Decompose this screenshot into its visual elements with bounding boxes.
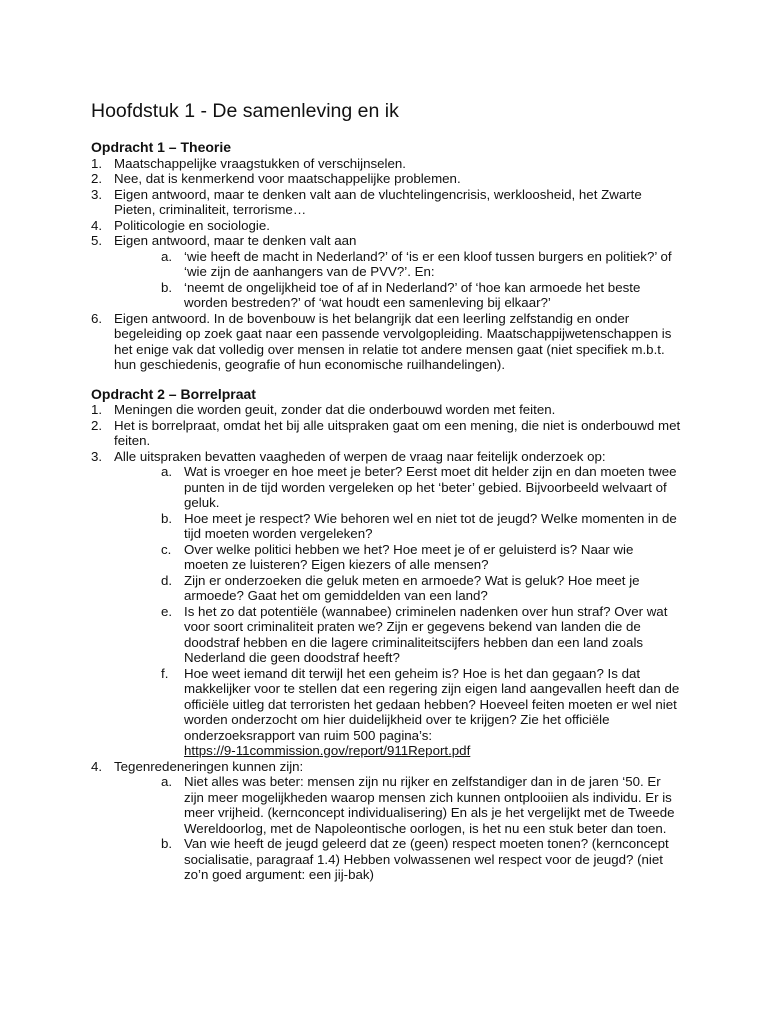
- sub-item: [114, 836, 681, 883]
- sub-item-label: f.: [161, 665, 169, 681]
- sub-item-label: a.: [161, 464, 173, 479]
- item-number: 3.: [91, 448, 103, 464]
- sub-item-text: ‘neemt de ongelijkheid toe of af in Nederland?’ of ‘hoe kan armoede het beste worden bestreden?’ of ‘wat houdt een samenleving bij elkaar?’: [184, 279, 641, 310]
- section-opdracht-1: [91, 140, 681, 373]
- chapter-title: Hoofdstuk 1 - De samenleving en ik: [91, 100, 399, 122]
- sub-item: [114, 511, 681, 542]
- sub-item-label: b.: [161, 510, 173, 526]
- sub-item-text: Over welke politici hebben we het? Hoe meet je of er geluisterd is? Naar wie moeten ze luisteren? Eigen kiezers of alle mensen?: [184, 541, 634, 572]
- document-page: [91, 99, 681, 897]
- answer-item: [91, 233, 681, 311]
- sub-item-text: Hoe weet iemand dit terwijl het een geheim is? Hoe is het dan gegaan? Is dat makkelijker voor te stellen dat een regering zijn eigen land aangevallen heeft dan de officiële uitleg dat terroristen het gedaan hebben? Hoeveel feiten moeten er wel niet worden onderzocht om hier duidelijkheid over te krijgen? Zie het officiële onderzoeksrapport van ruim 500 pagina’s:: [184, 665, 680, 743]
- answer-item: [91, 759, 681, 883]
- sub-item-label: b.: [161, 279, 173, 295]
- section-opdracht-2: [91, 387, 681, 883]
- answer-item: [91, 311, 681, 373]
- sub-item-text: Zijn er onderzoeken die geluk meten en armoede? Wat is geluk? Hoe meet je armoede? Gaat het om gemiddelden van een land?: [184, 572, 640, 603]
- answer-list: [91, 402, 681, 883]
- sub-item: [114, 604, 681, 666]
- sub-item-label: d.: [161, 572, 173, 588]
- sub-item: [114, 464, 681, 511]
- answer-item: [91, 187, 681, 218]
- item-number: 1.: [91, 402, 103, 417]
- item-number: 3.: [91, 186, 103, 202]
- section-heading: Opdracht 1 – Theorie: [91, 139, 232, 155]
- sub-item: [114, 280, 681, 311]
- item-text: Maatschappelijke vraagstukken of verschijnselen.: [114, 155, 406, 171]
- answer-item: [91, 449, 681, 759]
- answer-item: [91, 418, 681, 449]
- sub-item: [114, 666, 681, 759]
- item-number: 4.: [91, 758, 103, 774]
- section-heading: Opdracht 2 – Borrelpraat: [91, 385, 256, 402]
- sub-item-label: a.: [161, 774, 173, 789]
- sub-item-text: Wat is vroeger en hoe meet je beter? Eerst moet dit helder zijn en dan moeten twee punten in de tijd worden vergeleken op het ‘beter’ gebied. Bijvoorbeeld welvaart of geluk.: [184, 464, 677, 510]
- sub-item: [114, 573, 681, 604]
- sub-item-text: Niet alles was beter: mensen zijn nu rijker en zelfstandiger dan in de jaren ‘50. Er zijn meer mogelijkheden waarop mensen zich kunnen ontplooiien als individu. Er is meer vrijheid. (kernconcept individualisering) En als je het vergelijkt met de Tweede Wereldoorlog, met de Napoleontische oorlogen, is het nu een stuk beter dan toen.: [184, 774, 675, 836]
- sub-item-text: ‘wie heeft de macht in Nederland?’ of ‘is er een kloof tussen burgers en politiek?’ of ‘wie zijn de aanhangers van de PVV?’. En:: [184, 248, 672, 279]
- sub-item-label: b.: [161, 836, 173, 851]
- item-number: 1.: [91, 155, 103, 171]
- sub-list: [114, 464, 681, 759]
- sub-item: [114, 249, 681, 280]
- sub-item-label: e.: [161, 603, 173, 619]
- item-text: Nee, dat is kenmerkend voor maatschappelijke problemen.: [114, 171, 461, 186]
- sub-item-text: Is het zo dat potentiële (wannabee) criminelen nadenken over hun straf? Over wat voor soort criminaliteit praten we? Zijn er gegevens bekend van landen die de doodstraf hebben en die lagere criminaliteitscijfers hebben dan een land zoals Nederland die geen doodstraf heeft?: [184, 603, 668, 665]
- sub-item-label: a.: [161, 248, 173, 264]
- answer-item: [91, 156, 681, 172]
- sub-item-text: Van wie heeft de jeugd geleerd dat ze (geen) respect moeten tonen? (kernconcept socialisatie, paragraaf 1.4) Hebben volwassenen wel respect voor de jeugd? (niet zo’n goed argument: een jij-bak): [184, 836, 669, 882]
- item-text: Alle uitspraken bevatten vaagheden of werpen de vraag naar feitelijk onderzoek op:: [114, 448, 606, 464]
- item-text: Meningen die worden geuit, zonder dat die onderbouwd worden met feiten.: [114, 402, 556, 417]
- item-text: Tegenredeneringen kunnen zijn:: [114, 758, 304, 774]
- item-number: 2.: [91, 171, 103, 186]
- item-text: Eigen antwoord, maar te denken valt aan: [114, 233, 357, 248]
- item-text: Eigen antwoord, maar te denken valt aan de vluchtelingencrisis, werkloosheid, het Zwarte Pieten, criminaliteit, terrorisme…: [114, 186, 642, 217]
- answer-list: [91, 156, 681, 373]
- sub-item: [114, 542, 681, 573]
- item-text: Het is borrelpraat, omdat het bij alle uitspraken gaat om een mening, die niet is onderbouwd met feiten.: [114, 417, 681, 448]
- item-number: 6.: [91, 310, 103, 326]
- sub-item-text: Hoe meet je respect? Wie behoren wel en niet tot de jeugd? Welke momenten in de tijd moeten worden vergeleken?: [184, 510, 677, 541]
- answer-item: [91, 218, 681, 234]
- sub-item: [114, 774, 681, 836]
- item-text: Politicologie en sociologie.: [114, 217, 270, 233]
- sub-item-label: c.: [161, 541, 172, 557]
- report-link[interactable]: https://9-11commission.gov/report/911Report.pdf: [184, 743, 471, 758]
- item-number: 2.: [91, 417, 103, 433]
- answer-item: [91, 171, 681, 187]
- sub-list: [114, 774, 681, 883]
- item-number: 5.: [91, 233, 103, 248]
- item-text: Eigen antwoord. In de bovenbouw is het belangrijk dat een leerling zelfstandig en onder begeleiding op zoek gaat naar een passende vervolgopleiding. Maatschappijwetenschappen is het enige vak dat volledig over mensen in relatie tot andere mensen gaat (niet specifiek m.b.t. hun geschiedenis, geografie of hun economische ruilhandelingen).: [114, 310, 672, 372]
- item-number: 4.: [91, 217, 103, 233]
- answer-item: [91, 402, 681, 418]
- sub-list: [114, 249, 681, 311]
